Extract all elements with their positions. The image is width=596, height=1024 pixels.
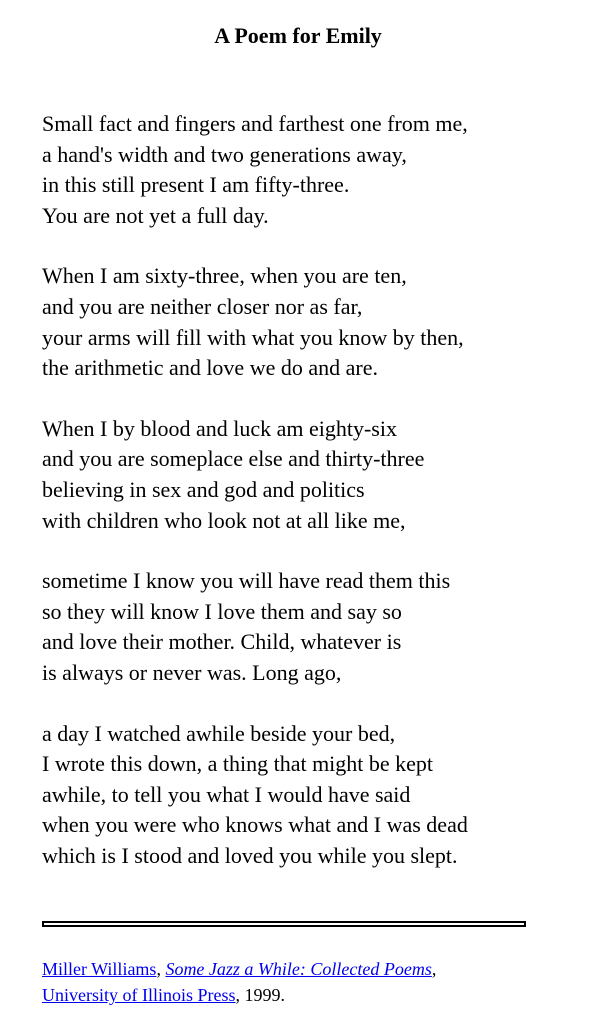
poem-body: [42, 109, 582, 901]
publisher-link[interactable]: University of Illinois Press: [42, 985, 236, 1005]
poem-line: When I by blood and luck am eighty-six: [42, 415, 397, 441]
poem-title: A Poem for Emily: [214, 23, 382, 48]
poem-line: You are not yet a full day.: [42, 202, 269, 228]
poem-line: sometime I know you will have read them this: [42, 568, 451, 594]
poem-line: Small fact and fingers and farthest one from me,: [42, 111, 468, 136]
citation-separator: ,: [431, 959, 437, 979]
poem-line: a hand's width and two generations away,: [42, 141, 407, 167]
poem-line: in this still present I am fifty-three.: [42, 172, 350, 198]
poem-line: and you are someplace else and thirty-three: [42, 446, 425, 472]
poem-line: When I am sixty-three, when you are ten,: [42, 263, 407, 289]
stanza: [42, 719, 582, 872]
poem-line: your arms will fill with what you know by then,: [42, 324, 464, 350]
poem-line: when you were who knows what and I was dead: [42, 812, 468, 838]
poem-line: I wrote this down, a thing that might be kept: [42, 751, 434, 777]
book-link[interactable]: Some Jazz a While: Collected Poems: [165, 959, 432, 979]
stanza: [42, 261, 582, 383]
poem-line: and you are neither closer nor as far,: [42, 293, 363, 319]
stanza: [42, 414, 582, 536]
stanza: [42, 566, 582, 688]
poem-line: which is I stood and loved you while you slept.: [42, 842, 458, 868]
author-link[interactable]: Miller Williams: [42, 959, 157, 979]
poem-line: with children who look not at all like me,: [42, 507, 406, 533]
citation: [42, 956, 582, 1008]
poem-line: awhile, to tell you what I would have said: [42, 781, 411, 807]
poem-line: a day I watched awhile beside your bed,: [42, 720, 396, 746]
stanza: [42, 109, 582, 231]
poem-line: is always or never was. Long ago,: [42, 659, 342, 685]
poem-line: the arithmetic and love we do and are.: [42, 355, 378, 381]
citation-separator: ,: [156, 959, 166, 979]
horizontal-rule: [42, 921, 526, 927]
poem-line: so they will know I love them and say so: [42, 598, 402, 624]
citation-year: , 1999.: [235, 985, 285, 1005]
poem-line: believing in sex and god and politics: [42, 476, 365, 502]
poem-line: and love their mother. Child, whatever is: [42, 629, 402, 655]
